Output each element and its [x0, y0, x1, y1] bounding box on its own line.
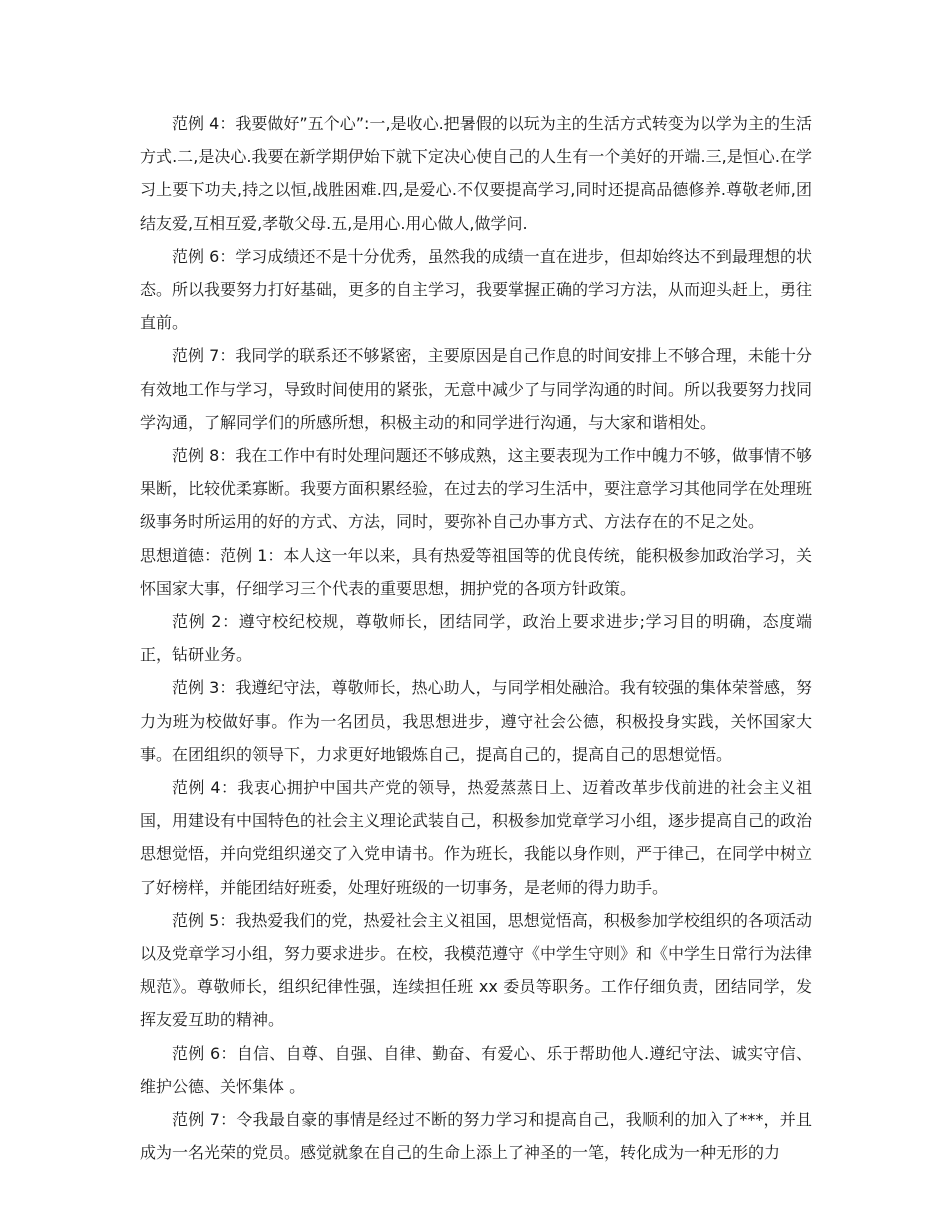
paragraph-7: 范例 3：我遵纪守法，尊敬师长，热心助人，与同学相处融洽。我有较强的集体荣誉感，努力为班为校做好事。作为一名团员，我思想进步，遵守社会公德，积极投身实践，关怀国家大事。在团组织的领导下，力求更好地锻炼自己，提高自己的，提高自己的思想觉悟。: [140, 678, 812, 764]
paragraph-11: 范例 7：令我最自豪的事情是经过不断的努力学习和提高自己，我顺利的加入了***，并且成为一名光荣的党员。感觉就象在自己的生命上添上了神圣的一笔，转化成为一种无形的力: [140, 1110, 812, 1163]
paragraph-6: 范例 2：遵守校纪校规，尊敬师长，团结同学，政治上要求进步;学习目的明确，态度端正，钻研业务。: [140, 612, 812, 665]
paragraph-10: 范例 6：自信、自尊、自强、自律、勤奋、有爱心、乐于帮助他人.遵纪守法、诚实守信、维护公德、关怀集体 。: [140, 1043, 812, 1096]
paragraph-4: 范例 8：我在工作中有时处理问题还不够成熟，这主要表现为工作中魄力不够，做事情不够果断，比较优柔寡断。我要方面积累经验，在过去的学习生活中，要注意学习其他同学在处理班级事务时所运用的好的方式、方法，同时，要弥补自己办事方式、方法存在的不足之处。: [140, 446, 813, 532]
paragraph-9: 范例 5：我热爱我们的党，热爱社会主义祖国，思想觉悟高，积极参加学校组织的各项活动以及党章学习小组，努力要求进步。在校，我模范遵守《中学生守则》和《中学生日常行为法律规范》。尊敬师长，组织纪律性强，连续担任班 xx 委员等职务。工作仔细负责，团结同学，发挥友爱互助的精神。: [140, 910, 813, 1030]
paragraph-8: 范例 4：我衷心拥护中国共产党的领导，热爱蒸蒸日上、迈着改革步伐前进的社会主义祖国，用建设有中国特色的社会主义理论武装自己，积极参加党章学习小组，逐步提高自己的政治思想觉悟，并向党组织递交了入党申请书。作为班长，我能以身作则，严于律己，在同学中树立了好榜样，并能团结好班委，处理好班级的一切事务，是老师的得力助手。: [140, 778, 813, 897]
document-body: [140, 107, 812, 1170]
paragraph-1: 范例 4：我要做好”五个心”:一,是收心.把暑假的以玩为主的生活方式转变为以学为主的生活方式.二,是决心.我要在新学期伊始下就下定决心使自己的人生有一个美好的开端.三,是恒心.在学习上要下功夫,持之以恒,战胜困难.四,是爱心.不仅要提高学习,同时还提高品德修养.尊敬老师,团结友爱,互相互爱,孝敬父母.五,是用心.用心做人,做学问.: [140, 114, 812, 233]
paragraph-3: 范例 7：我同学的联系还不够紧密，主要原因是自己作息的时间安排上不够合理，未能十分有效地工作与学习，导致时间使用的紧张，无意中减少了与同学沟通的时间。所以我要努力找同学沟通，了解同学们的所感所想，积极主动的和同学进行沟通，与大家和谐相处。: [140, 346, 813, 432]
paragraph-5: 思想道德：范例 1：本人这一年以来，具有热爱等祖国等的优良传统，能积极参加政治学习，关怀国家大事，仔细学习三个代表的重要思想，拥护党的各项方针政策。: [140, 545, 812, 598]
paragraph-2: 范例 6：学习成绩还不是十分优秀，虽然我的成绩一直在进步，但却始终达不到最理想的状态。所以我要努力打好基础，更多的自主学习，我要掌握正确的学习方法，从而迎头赶上，勇往直前。: [140, 246, 813, 333]
